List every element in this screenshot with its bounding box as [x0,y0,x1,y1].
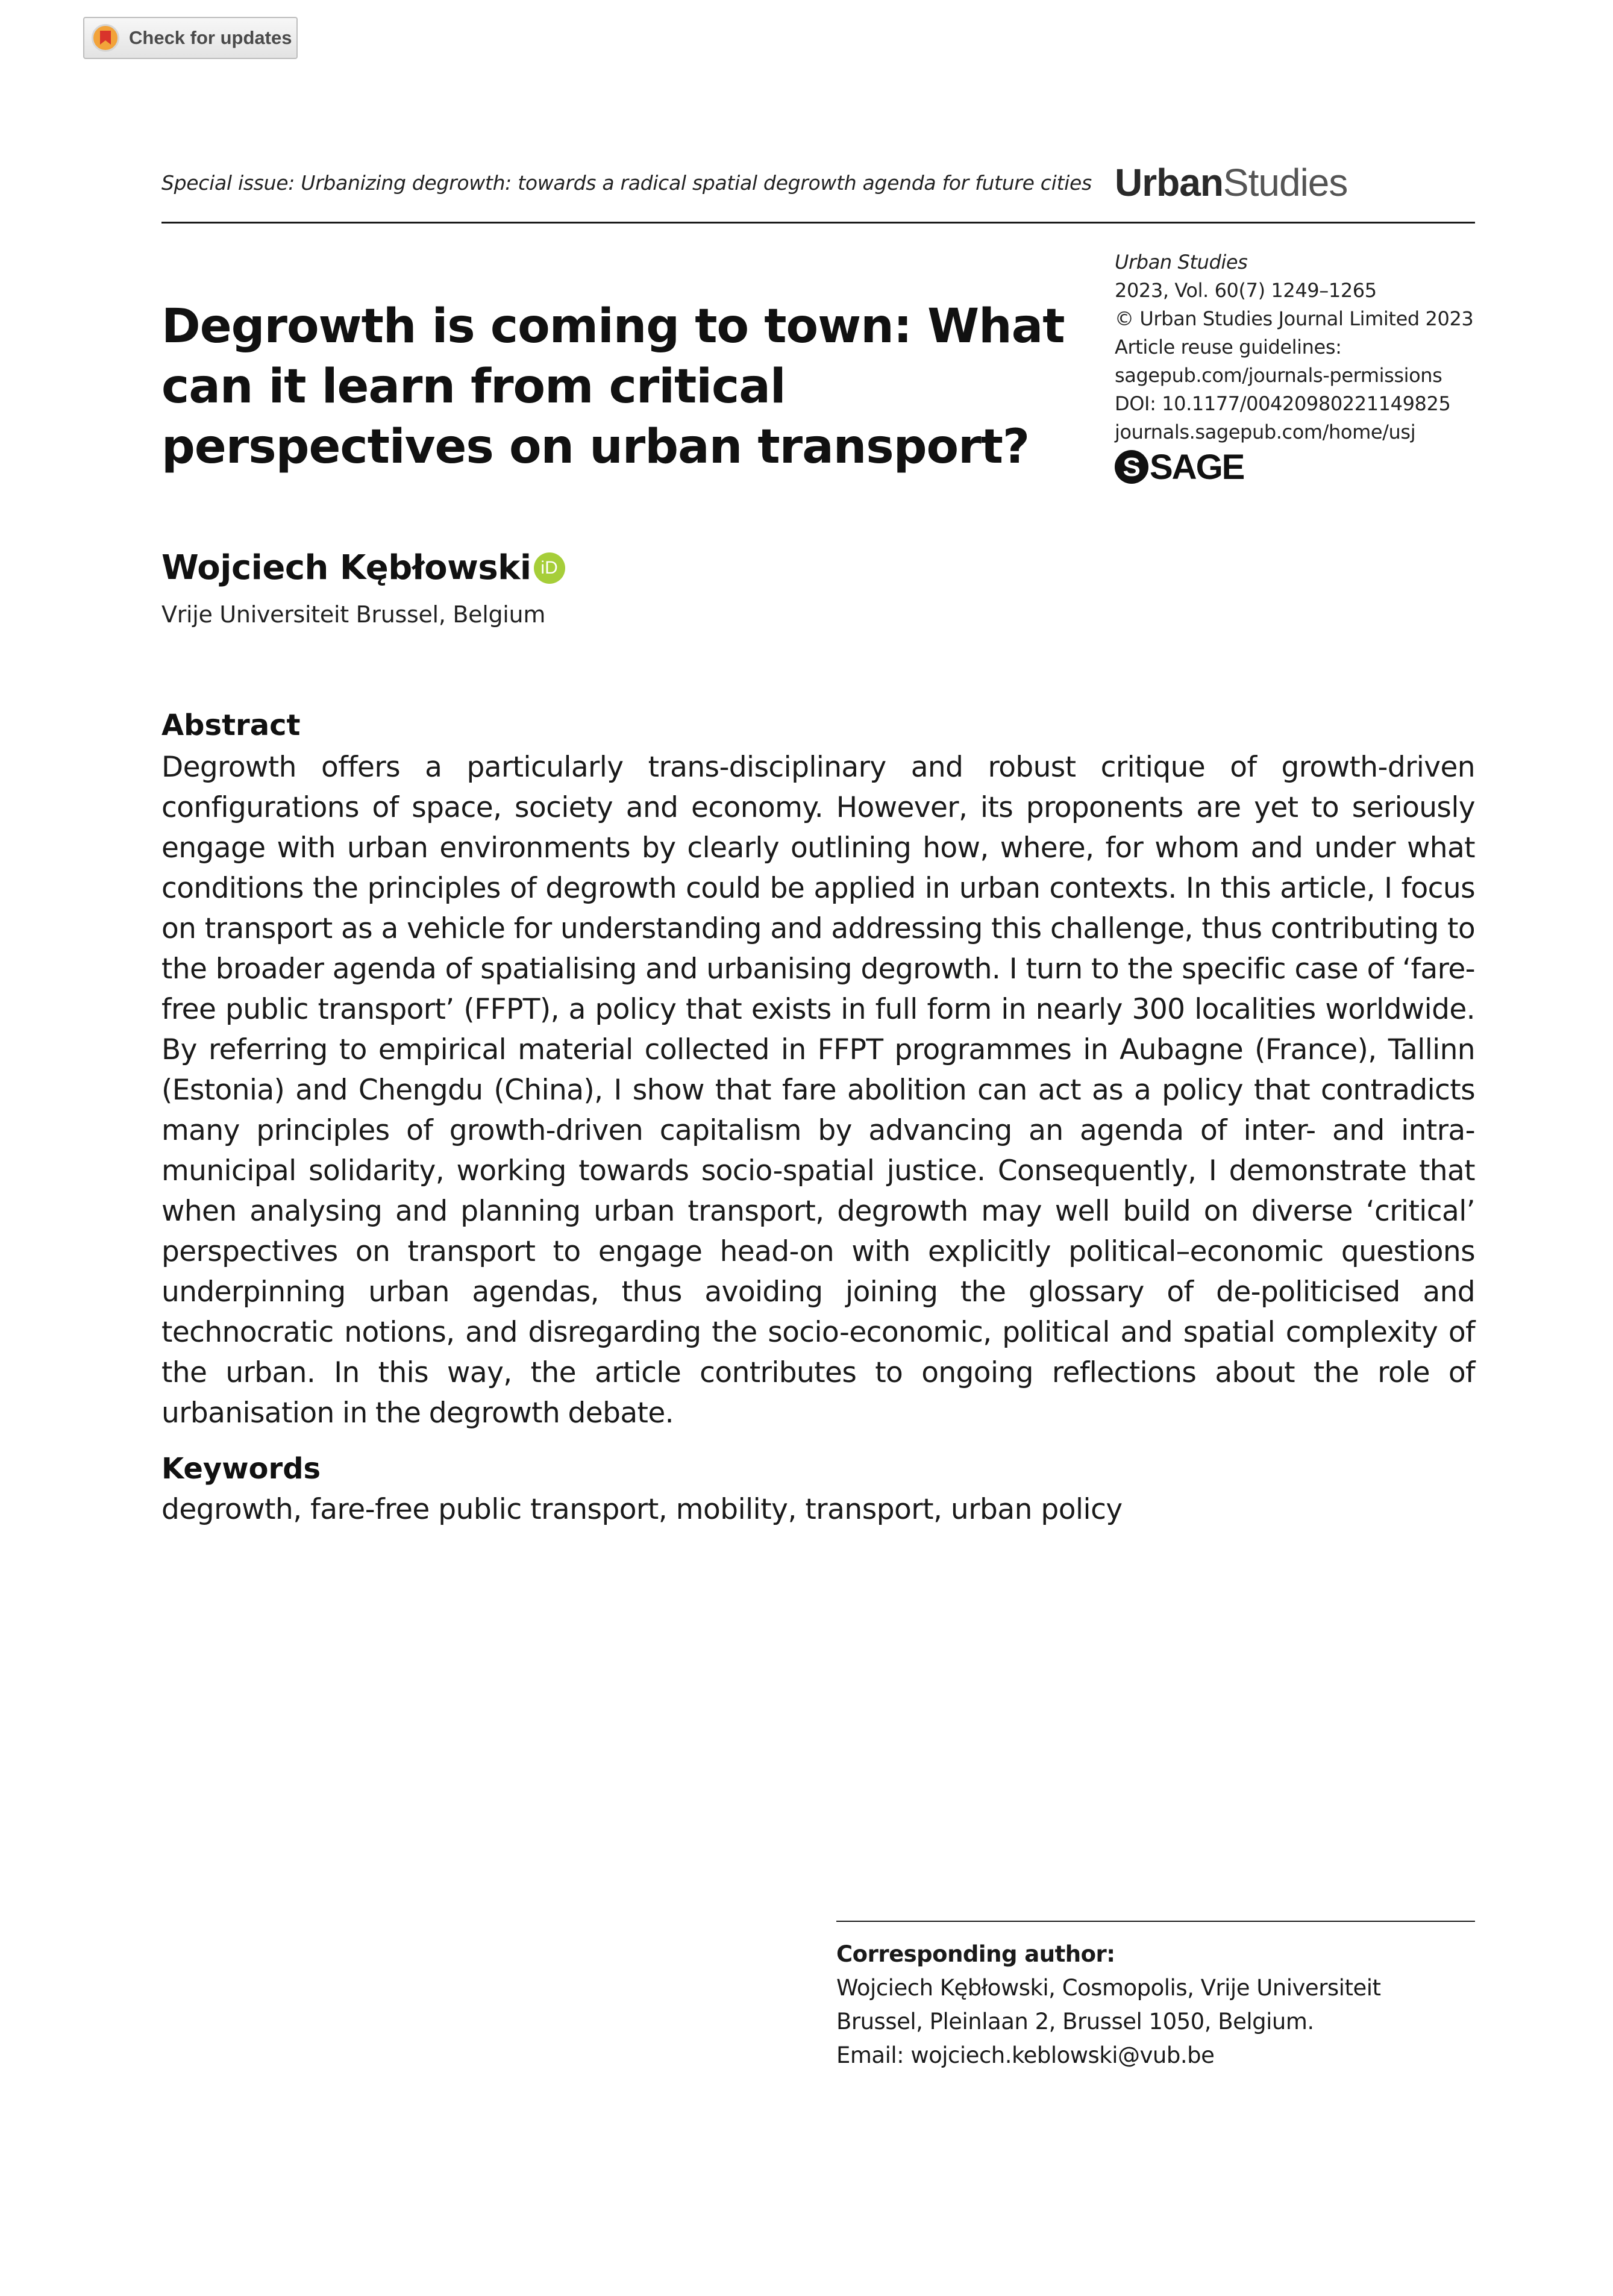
orcid-icon[interactable]: iD [534,552,565,584]
check-for-updates-label: Check for updates [129,27,292,48]
footnote-rule [836,1921,1475,1922]
author-block [161,548,565,587]
author-affiliation: Vrije Universiteit Brussel, Belgium [161,601,546,628]
special-issue-line: Special issue: Urbanizing degrowth: towards a radical spatial degrowth agenda for future cities [161,171,1092,195]
corresponding-line-2: Brussel, Pleinlaan 2, Brussel 1050, Belgium. [836,2009,1314,2035]
meta-permissions-link[interactable]: sagepub.com/journals-permissions [1115,364,1442,387]
journal-logo-part2: Studies [1223,161,1348,204]
keywords-text: degrowth, fare-free public transport, mobility, transport, urban policy [161,1493,1123,1526]
meta-doi[interactable]: DOI: 10.1177/00420980221149825 [1115,392,1451,415]
meta-copyright: © Urban Studies Journal Limited 2023 [1115,307,1474,330]
abstract-heading: Abstract [161,709,301,742]
meta-volume: 2023, Vol. 60(7) 1249–1265 [1115,279,1377,302]
journal-logo-part1: Urban [1115,161,1223,204]
keywords-heading: Keywords [161,1452,321,1486]
sage-logo [1115,447,1488,487]
corresponding-author [836,1938,1481,2072]
sage-logo-text: SAGE [1150,447,1244,487]
author-name: Wojciech Kębłowski [161,548,531,587]
meta-reuse: Article reuse guidelines: [1115,336,1342,358]
journal-logo [1115,160,1347,205]
header-rule [161,222,1475,224]
abstract-text: Degrowth offers a particularly trans-disciplinary and robust critique of growth-driven configurations of space, society and economy. However, its proponents are yet to seriously engage with urban environments by clearly outlining how, where, for whom and under what conditions the principles of degrowth could be applied in urban contexts. In this article, I focus on transport as a vehicle for understanding and addressing this challenge, thus contributing to the broader agenda of spatialising and urbanising degrowth. I turn to the specific case of ‘fare-free public transport’ (FFPT), a policy that exists in full form in nearly 300 localities worldwide. By referring to empirical material collected in FFPT programmes in Aubagne (France), Tallinn (Estonia) and Chengdu (China), I show that fare abolition can act as a policy that contradicts many principles of growth-driven capitalism by advancing an agenda of inter- and intra-municipal solidarity, working towards socio-spatial justice. Consequently, I demonstrate that when analysing and planning urban transport, degrowth may well build on diverse ‘critical’ perspectives on transport to engage head-on with explicitly political–economic questions underpinning urban agendas, thus avoiding joining the glossary of de-politicised and technocratic notions, and disregarding the socio-economic, political and spatial complexity of the urban. In this way, the article contributes to ongoing reflections about the role of urbanisation in the degrowth debate. [161,751,1475,1430]
article-title: Degrowth is coming to town: What can it learn from critical perspectives on urban transport? [161,299,1065,474]
corresponding-heading: Corresponding author: [836,1941,1115,1967]
meta-homepage-link[interactable]: journals.sagepub.com/home/usj [1115,421,1416,443]
check-for-updates-button[interactable] [83,17,298,59]
corresponding-email[interactable]: Email: wojciech.keblowski@vub.be [836,2042,1215,2068]
meta-journal: Urban Studies [1115,251,1248,274]
corresponding-line-1: Wojciech Kębłowski, Cosmopolis, Vrije Universiteit [836,1975,1381,2001]
bookmark-icon [92,24,119,52]
sage-logo-mark: S [1115,450,1148,484]
journal-meta [1115,248,1488,487]
